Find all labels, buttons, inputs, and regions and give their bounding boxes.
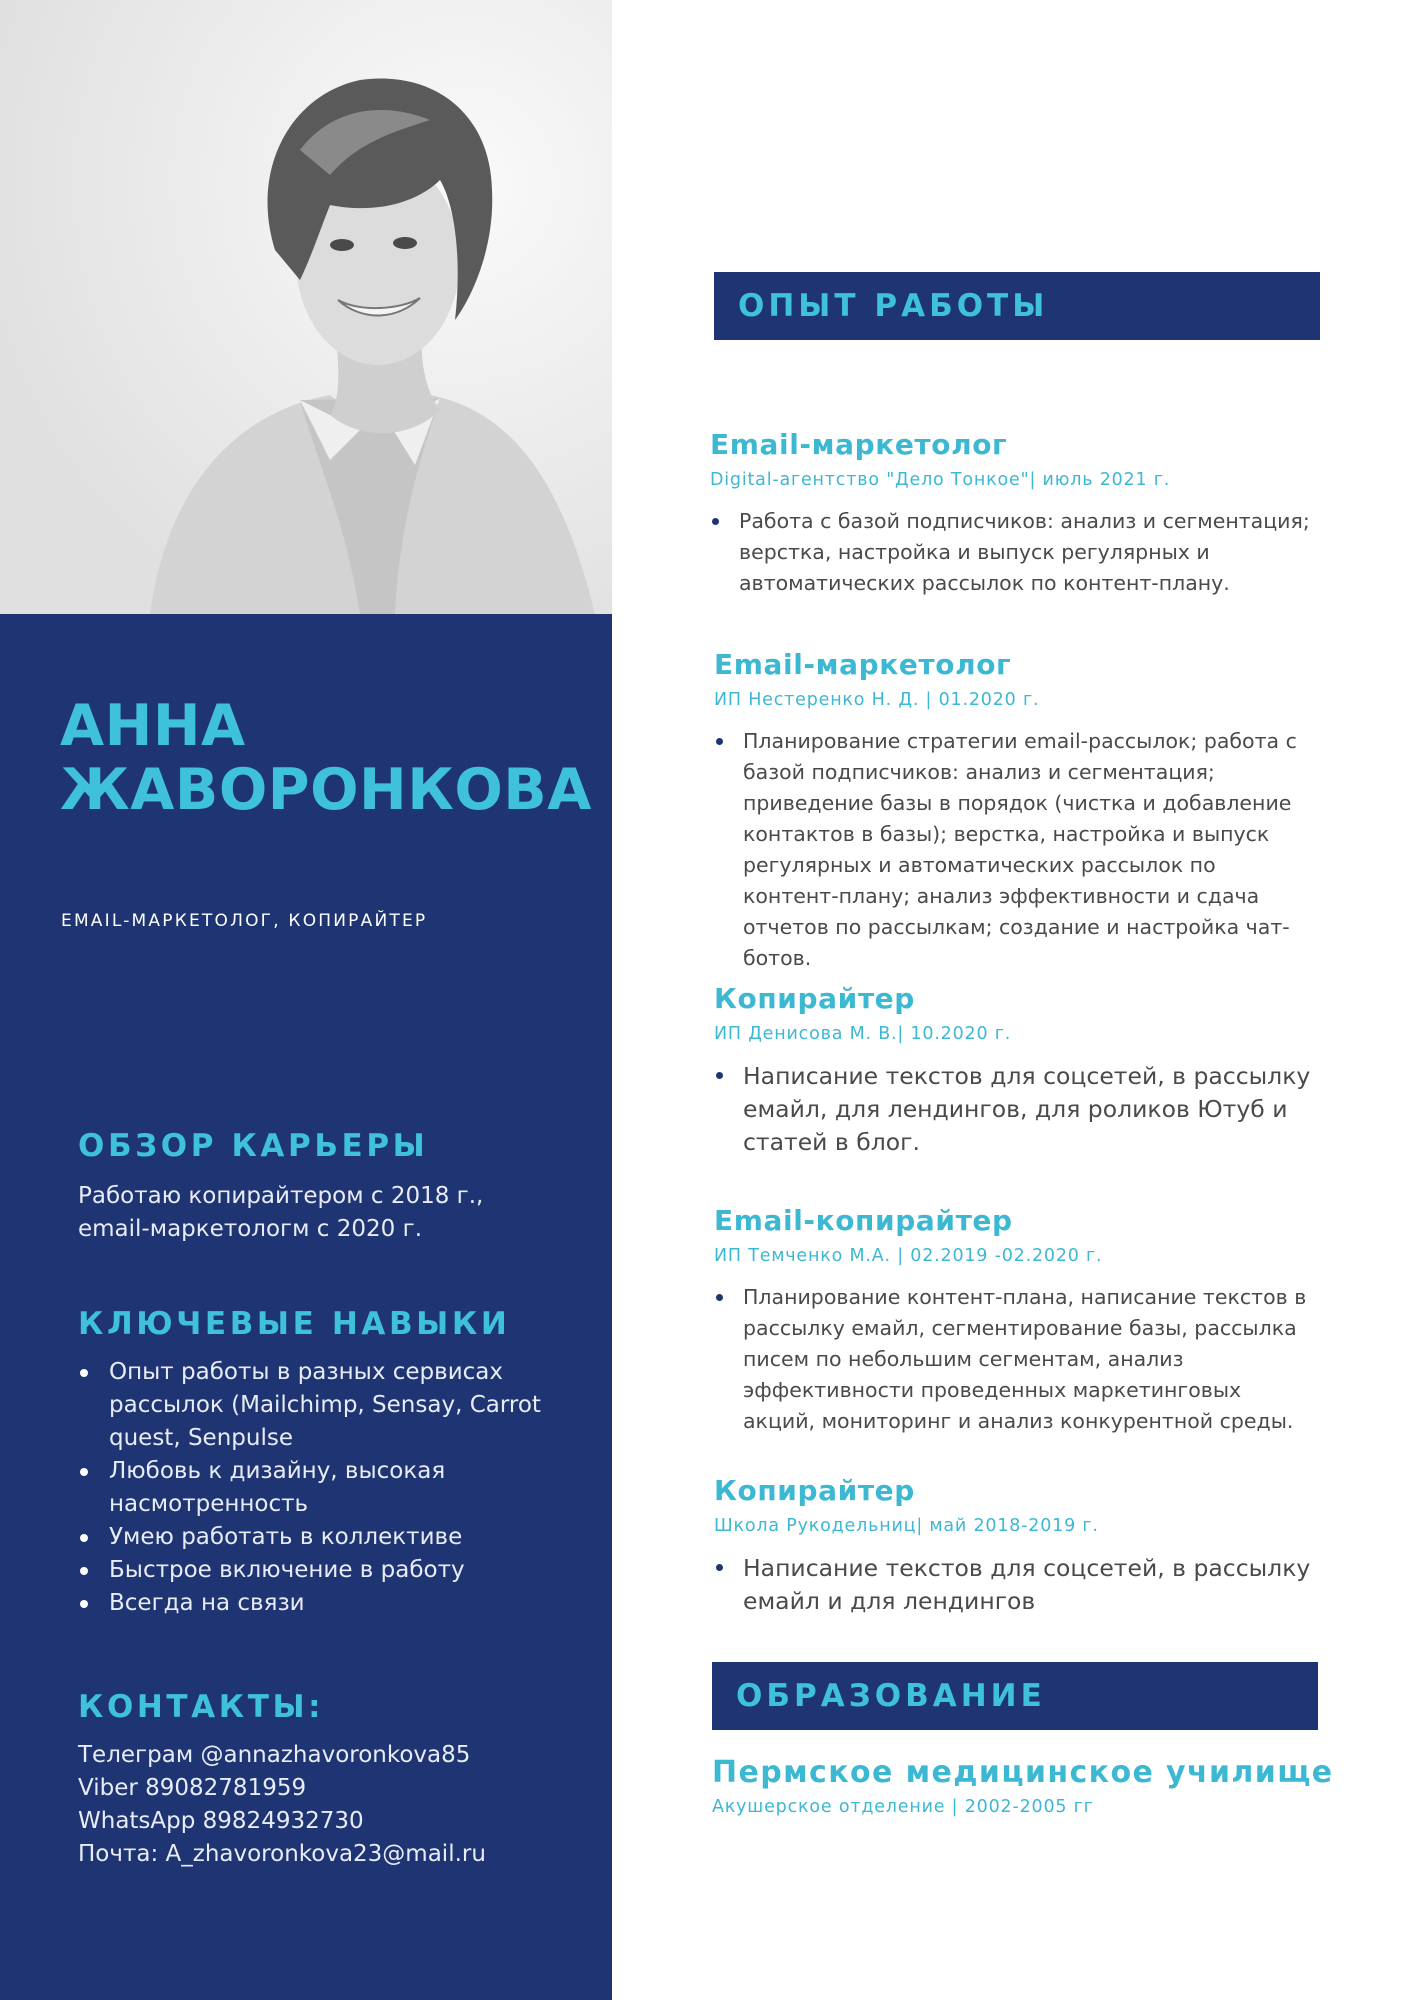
job-title: Email-копирайтер <box>714 1204 1013 1237</box>
career-summary <box>78 1180 548 1246</box>
job-duties <box>714 1552 1334 1618</box>
job-duty: Планирование стратегии email-рассылок; работа с базой подписчиков: анализ и сегментация; приведение базы в порядок (чистка и добавление контактов в базы); верстка, настройка и выпуск регулярных и автоматических рассылок по контент-плану; анализ эффективности и сдача отчетов по рассылкам; создание и настройка чат-ботов. <box>714 726 1314 974</box>
job-company: Школа Рукодельниц| май 2018-2019 г. <box>714 1516 1099 1536</box>
contact-telegram[interactable]: Телеграм @annazhavoronkova85 <box>78 1742 471 1768</box>
skills-heading: КЛЮЧЕВЫЕ НАВЫКИ <box>78 1306 511 1342</box>
name-first: АННА <box>60 693 246 759</box>
job-company: Digital-агентство "Дело Тонкое"| июль 2021 г. <box>710 470 1171 490</box>
candidate-role: EMAIL-МАРКЕТОЛОГ, КОПИРАЙТЕР <box>61 911 428 931</box>
skill-item: Умею работать в коллективе <box>78 1521 548 1554</box>
candidate-name <box>60 694 600 822</box>
job-title: Email-маркетолог <box>710 428 1008 461</box>
sidebar <box>0 614 612 2000</box>
skill-item: Опыт работы в разных сервисах рассылок (Mailchimp, Sensay, Carrot quest, Senpulse <box>78 1356 548 1455</box>
skills-list <box>78 1356 548 1620</box>
job-duty: Планирование контент-плана, написание текстов в рассылку емайл, сегментирование базы, рассылка писем по небольшим сегментам, анализ эффективности проведенных маркетинговых акций, мониторинг и анализ конкурентной среды. <box>714 1282 1314 1437</box>
job-company: ИП Денисова М. В.| 10.2020 г. <box>714 1024 1012 1044</box>
contacts-list <box>78 1739 548 1871</box>
profile-photo <box>0 0 612 614</box>
education-heading: ОБРАЗОВАНИЕ <box>736 1678 1046 1714</box>
career-line: Работаю копирайтером с 2018 г., <box>78 1183 484 1209</box>
job-entry <box>714 648 1314 974</box>
job-entry <box>710 428 1330 599</box>
job-duties <box>710 506 1330 599</box>
skill-item: Всегда на связи <box>78 1587 548 1620</box>
job-title: Копирайтер <box>714 1474 915 1507</box>
career-heading: ОБЗОР КАРЬЕРЫ <box>78 1128 429 1164</box>
skill-item: Быстрое включение в работу <box>78 1554 548 1587</box>
contacts-heading: КОНТАКТЫ: <box>78 1689 325 1725</box>
job-entry <box>714 1474 1334 1618</box>
education-details: Акушерское отделение | 2002-2005 гг <box>712 1797 1094 1817</box>
job-duties <box>714 1060 1334 1159</box>
experience-heading: ОПЫТ РАБОТЫ <box>738 288 1049 324</box>
job-title: Копирайтер <box>714 982 915 1015</box>
job-entry <box>714 1204 1314 1437</box>
education-school: Пермское медицинское училище <box>712 1755 1334 1790</box>
job-duty: Написание текстов для соцсетей, в рассылку емайл, для лендингов, для роликов Ютуб и статей в блог. <box>714 1060 1334 1159</box>
contact-whatsapp[interactable]: WhatsApp 89824932730 <box>78 1808 364 1834</box>
skill-item: Любовь к дизайну, высокая насмотренность <box>78 1455 548 1521</box>
job-duty: Работа с базой подписчиков: анализ и сегментация; верстка, настройка и выпуск регулярных и автоматических рассылок по контент-плану. <box>710 506 1330 599</box>
experience-heading-bar <box>714 272 1320 340</box>
job-title: Email-маркетолог <box>714 648 1012 681</box>
job-duties <box>714 1282 1314 1437</box>
name-last: ЖАВОРОНКОВА <box>60 757 592 823</box>
job-duties <box>714 726 1314 974</box>
contact-email[interactable]: Почта: A_zhavoronkova23@mail.ru <box>78 1841 486 1867</box>
education-heading-bar <box>712 1662 1318 1730</box>
job-entry <box>714 982 1334 1159</box>
job-company: ИП Нестеренко Н. Д. | 01.2020 г. <box>714 690 1040 710</box>
job-company: ИП Темченко М.А. | 02.2019 -02.2020 г. <box>714 1246 1103 1266</box>
contact-viber[interactable]: Viber 89082781959 <box>78 1775 307 1801</box>
career-line: email-маркетологм с 2020 г. <box>78 1216 423 1242</box>
job-duty: Написание текстов для соцсетей, в рассылку емайл и для лендингов <box>714 1552 1334 1618</box>
